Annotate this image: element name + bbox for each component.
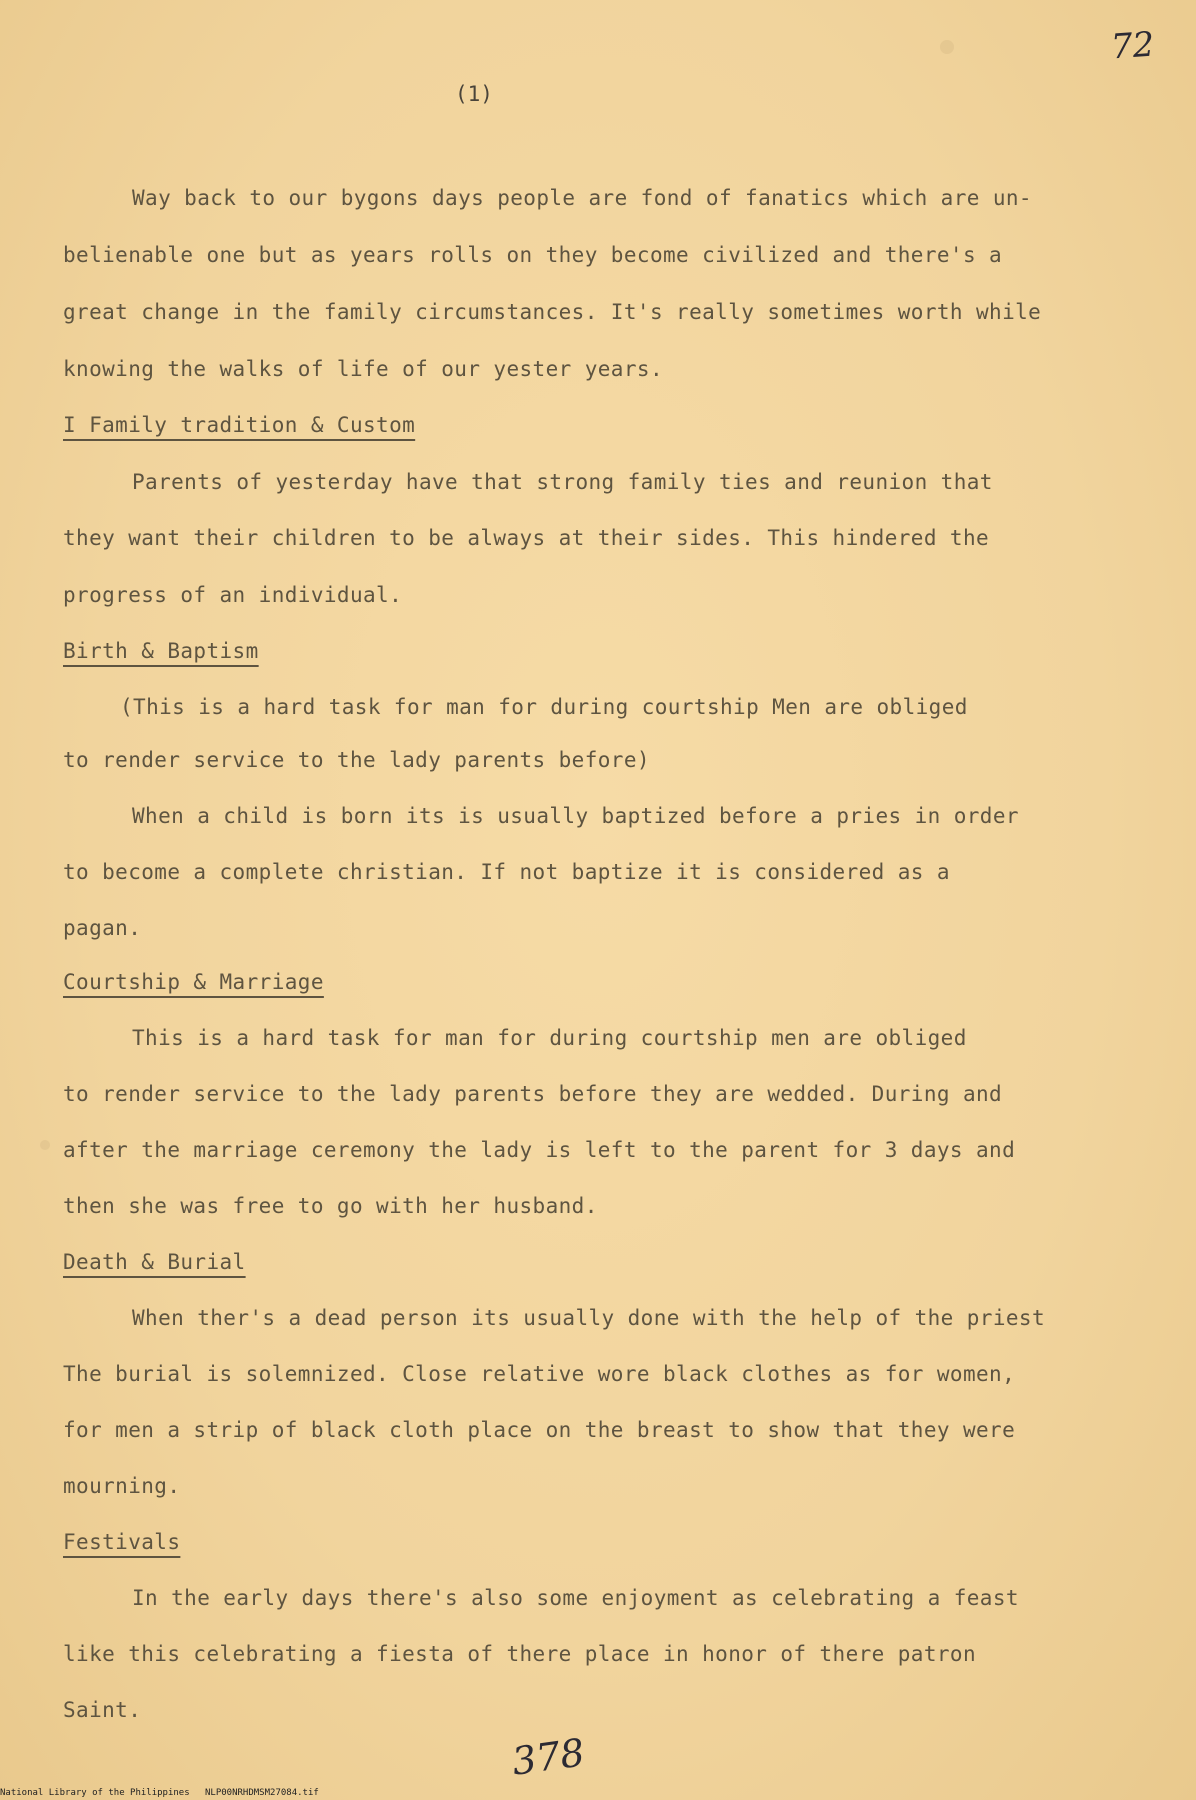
text-line: progress of an individual. (63, 583, 403, 607)
text-line: The burial is solemnized. Close relative wore black clothes as for women, (63, 1362, 1016, 1386)
text-line: Way back to our bygons days people are fond of fanatics which are un- (132, 186, 1032, 210)
text-line: for men a strip of black cloth place on the breast to show that they were (63, 1418, 1016, 1442)
text-line: pagan. (63, 916, 142, 940)
text-line: then she was free to go with her husband. (63, 1194, 598, 1218)
text-line: Parents of yesterday have that strong family ties and reunion that (132, 470, 993, 494)
footer-library: National Library of the Philippines (0, 1788, 190, 1798)
text-line: Saint. (63, 1698, 142, 1722)
heading-festivals: Festivals (63, 1530, 181, 1554)
text-line: (This is a hard task for man for during courtship Men are obliged (120, 695, 968, 719)
text-line: When ther's a dead person its usually done with the help of the priest (132, 1306, 1046, 1330)
text-line: they want their children to be always at their sides. This hindered the (63, 526, 990, 550)
text-line: great change in the family circumstances. It's really sometimes worth while (63, 300, 1042, 324)
heading-courtship-marriage: Courtship & Marriage (63, 970, 324, 994)
handwritten-archive-number: 378 (509, 1730, 588, 1784)
text-line: belienable one but as years rolls on they become civilized and there's a (63, 243, 1003, 267)
section-number: (1) (455, 82, 493, 106)
handwritten-page-number: 72 (1109, 24, 1156, 68)
text-line: to render service to the lady parents before they are wedded. During and (63, 1082, 1003, 1106)
heading-family-tradition: I Family tradition & Custom (63, 413, 416, 437)
text-line: When a child is born its is usually baptized before a pries in order (132, 804, 1019, 828)
text-line: In the early days there's also some enjoyment as celebrating a feast (132, 1586, 1019, 1610)
heading-death-burial: Death & Burial (63, 1250, 246, 1274)
text-line: after the marriage ceremony the lady is left to the parent for 3 days and (63, 1138, 1016, 1162)
text-line: like this celebrating a fiesta of there place in honor of there patron (63, 1642, 977, 1666)
paper-stain (940, 40, 954, 54)
heading-birth-baptism: Birth & Baptism (63, 639, 259, 663)
footer-filename: NLP00NRHDMSM27084.tif (205, 1788, 319, 1798)
text-line: knowing the walks of life of our yester years. (63, 357, 663, 381)
text-line: to become a complete christian. If not baptize it is considered as a (63, 860, 950, 884)
paper-stain (40, 1140, 50, 1150)
text-line: mourning. (63, 1474, 181, 1498)
text-line: to render service to the lady parents before) (63, 748, 650, 772)
text-line: This is a hard task for man for during courtship men are obliged (132, 1026, 967, 1050)
